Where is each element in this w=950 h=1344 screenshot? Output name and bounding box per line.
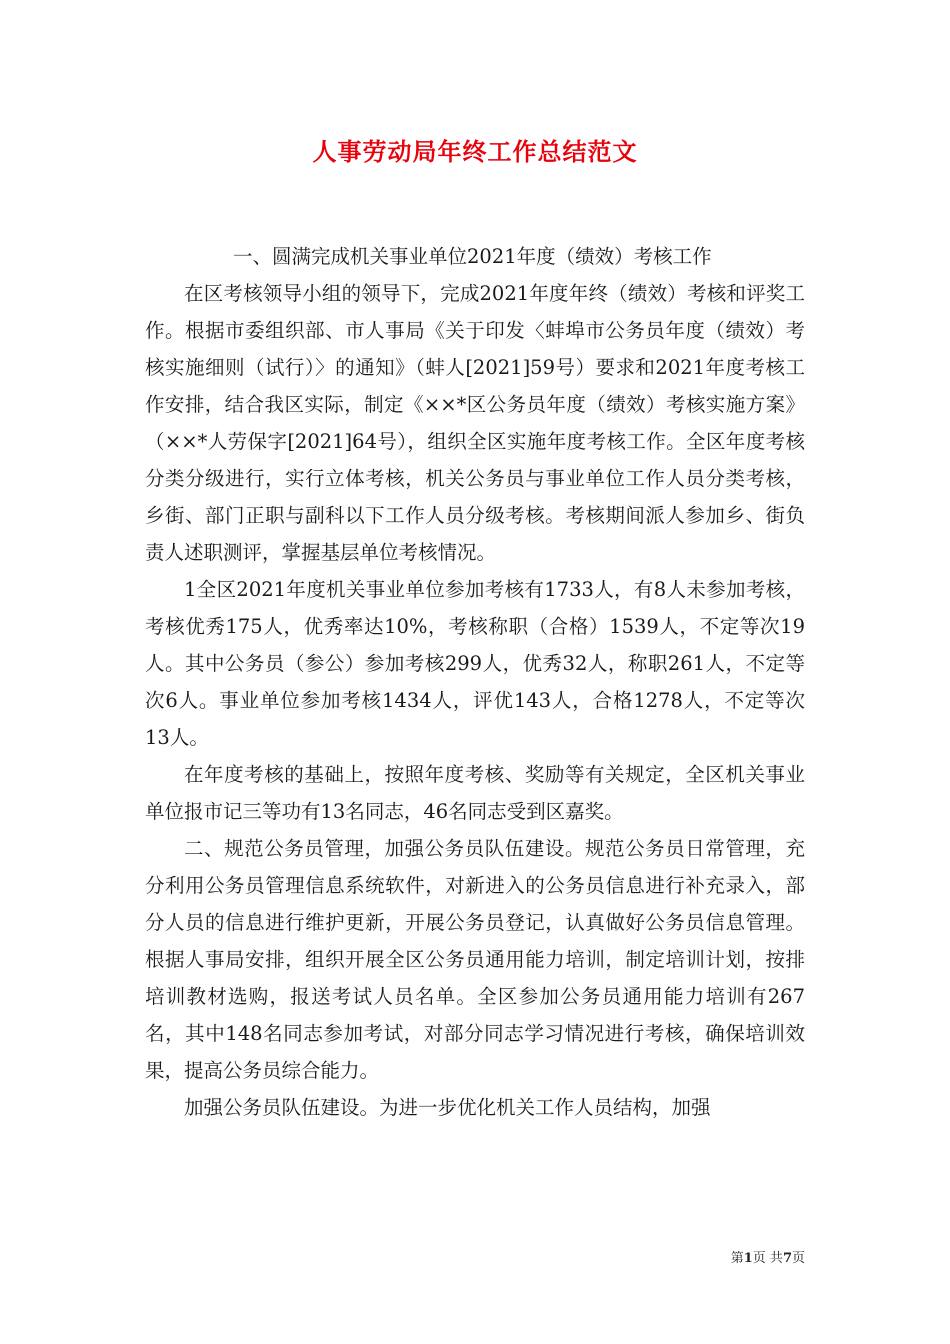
- paragraph-2: 在区考核领导小组的领导下，完成2021年度年终（绩效）考核和评奖工作。根据市委组织部、市人事局《关于印发〈蚌埠市公务员年度（绩效）考核实施细则（试行）〉的通知》（蚌人[2021]59号）要求和2021年度考核工作安排，结合我区实际，制定《××*区公务员年度（绩效）考核实施方案》（××*人劳保字[2021]64号），组织全区实施年度考核工作。全区年度考核分类分级进行，实行立体考核，机关公务员与事业单位工作人员分类考核，乡街、部门正职与副科以下工作人员分级考核。考核期间派人参加乡、街负责人述职测评，掌握基层单位考核情况。: [145, 282, 805, 564]
- document-body: [145, 238, 805, 1126]
- section-heading-1: 一、圆满完成机关事业单位2021年度（绩效）考核工作: [233, 245, 712, 268]
- document-title: 人事劳动局年终工作总结范文: [312, 138, 638, 166]
- page-footer: [731, 1247, 805, 1266]
- footer-prefix: 第: [730, 1251, 744, 1266]
- footer-middle: 页 共: [752, 1251, 783, 1266]
- footer-page-number: 1: [743, 1251, 753, 1266]
- paragraph-3: 1全区2021年度机关事业单位参加考核有1733人，有8人未参加考核，考核优秀175人，优秀率达10%，考核称职（合格）1539人，不定等次19人。其中公务员（参公）参加考核299人，优秀32人，称职261人，不定等次6人。事业单位参加考核1434人，评优143人，合格1278人，不定等次13人。: [145, 578, 805, 749]
- paragraph-6: 加强公务员队伍建设。为进一步优化机关工作人员结构，加强: [184, 1096, 711, 1119]
- footer-total-pages: 7: [782, 1251, 792, 1266]
- paragraph-5: 二、规范公务员管理，加强公务员队伍建设。规范公务员日常管理，充分利用公务员管理信息系统软件，对新进入的公务员信息进行补充录入，部分人员的信息进行维护更新，开展公务员登记，认真做好公务员信息管理。根据人事局安排，组织开展全区公务员通用能力培训，制定培训计划，按排培训教材选购，报送考试人员名单。全区参加公务员通用能力培训有267名，其中148名同志参加考试，对部分同志学习情况进行考核，确保培训效果，提高公务员综合能力。: [145, 837, 805, 1082]
- paragraph-4: 在年度考核的基础上，按照年度考核、奖励等有关规定，全区机关事业单位报市记三等功有13名同志，46名同志受到区嘉奖。: [145, 763, 805, 823]
- footer-suffix: 页: [791, 1251, 805, 1266]
